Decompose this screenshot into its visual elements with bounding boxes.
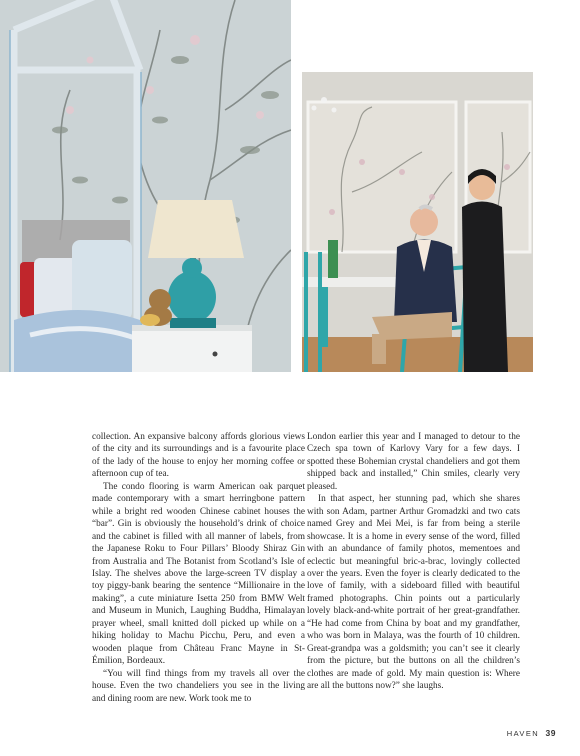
bedroom-illustration (0, 0, 291, 372)
paragraph: collection. An expansive balcony affords glorious views of the city and its surroundings and is a favourite place of the lady of the house to enjoy her morning coffee or afternoon cup of tea. (92, 432, 305, 480)
bedroom-photo (0, 0, 291, 372)
magazine-name: HAVEN (506, 729, 540, 738)
page-number: 39 (545, 728, 556, 738)
paragraph: “You will find things from my travels all over the house. Even the two chandeliers you see in the living and dining room are new. Work took me to (92, 668, 305, 704)
article-column-right (307, 431, 520, 693)
article-column-left (92, 431, 305, 705)
page-folio (507, 728, 556, 738)
paragraph: London earlier this year and I managed to detour to the Czech spa town of Karlovy Vary for a few days. I spotted these Bohemian crystal chandeliers and got them shipped back and installed,” Chin smiles, clearly very pleased. (307, 432, 520, 492)
dining-room-photo (302, 72, 533, 372)
paragraph: The condo flooring is warm American oak parquet made contemporary with a smart herringbone pattern while a bright red wooden Chinese cabinet houses the “bar”. Gin is obviously the household’s drink of choice and the cabinet is filled with all manner of labels, from the Japanese Roku to Four Pillars’ Bloody Shiraz Gin from Australia and The Botanist from Scotland’s Isle of Islay. The shelves above the large-screen TV display a toy piggy-bank bearing the sentence “Millionaire in the making”, a cute miniature Isetta 250 from BMW Welt and Museum in Munich, Laughing Buddha, Himalayan prayer wheel, small knitted doll picked up while on a hiking holiday to Machu Picchu, Peru, and even a wooden plaque from Château Franc Mayne in St-Émilion, Bordeaux. (92, 481, 305, 667)
paragraph: In that aspect, her stunning pad, which she shares with son Adam, partner Arthur Gromadzki and two cats named Grey and Mei Mei, is far from being a sterile showcase. It is a home in every sense of the word, filled with an abundance of family photos, mementoes and eclectic but meaningful bric-a-brac, lovingly collected over the years. Even the foyer is clearly dedicated to the love of family, with a sideboard filled with beautiful framed photographs. Chin points out a particularly lovely black-and-white portrait of her great-grandfather. “He had come from China by boat and my grandfather, who was born in Malaya, was the fourth of 10 children. Great-grandpa was a goldsmith; you can’t see it clearly from the picture, but the buttons on all the children’s clothes are made of gold. My main question is: Where are all the buttons now?” she laughs. (307, 494, 520, 692)
dining-room-illustration (302, 72, 533, 372)
